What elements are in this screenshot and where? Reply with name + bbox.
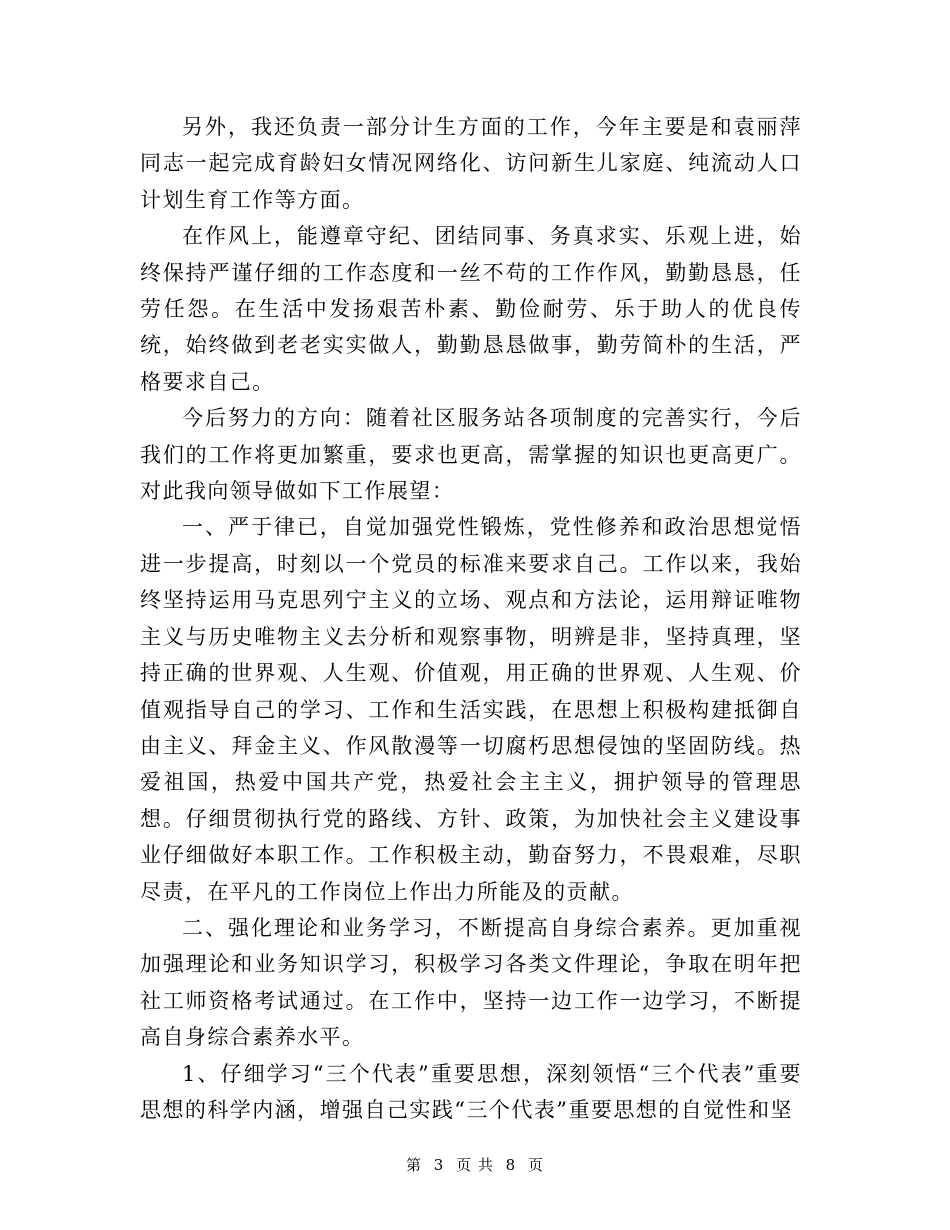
footer-page-number: 3 bbox=[433, 1156, 445, 1174]
footer-suffix: 页 bbox=[528, 1156, 545, 1174]
footer-total-pages: 8 bbox=[505, 1156, 517, 1174]
document-body bbox=[140, 109, 802, 1128]
footer-prefix: 第 bbox=[405, 1156, 422, 1174]
footer-middle: 页 共 bbox=[456, 1156, 494, 1174]
paragraph-work-style: 在作风上，能遵章守纪、团结同事、务真求实、乐观上进，始终保持严谨仔细的工作态度和一丝不苟的工作作风，勤勤恳恳，任劳任怨。在生活中发扬艰苦朴素、勤俭耐劳、乐于助人的优良传统，始终做到老老实实做人，勤勤恳恳做事，勤劳简朴的生活，严格要求自己。 bbox=[140, 224, 802, 394]
paragraph-family-planning: 另外，我还负责一部分计生方面的工作，今年主要是和袁丽萍同志一起完成育龄妇女情况网络化、访问新生儿家庭、纯流动人口计划生育工作等方面。 bbox=[140, 115, 802, 212]
page-footer bbox=[0, 1154, 950, 1175]
paragraph-item-one: 1、仔细学习“三个代表”重要思想，深刻领悟“三个代表”重要思想的科学内涵，增强自己实践“三个代表”重要思想的自觉性和坚 bbox=[140, 1061, 802, 1122]
paragraph-point-one: 一、严于律已，自觉加强党性锻炼，党性修养和政治思想觉悟进一步提高，时刻以一个党员的标准来要求自己。工作以来，我始终坚持运用马克思列宁主义的立场、观点和方法论，运用辩证唯物主义与历史唯物主义去分析和观察事物，明辨是非，坚持真理，坚持正确的世界观、人生观、价值观，用正确的世界观、人生观、价值观指导自己的学习、工作和生活实践，在思想上积极构建抵御自由主义、拜金主义、作风散漫等一切腐朽思想侵蚀的坚固防线。热爱祖国，热爱中国共产党，热爱社会主主义，拥护领导的管理思想。仔细贯彻执行党的路线、方针、政策，为加快社会主义建设事业仔细做好本职工作。工作积极主动，勤奋努力，不畏艰难，尽职尽责，在平凡的工作岗位上作出力所能及的贡献。 bbox=[140, 515, 802, 904]
paragraph-future-direction: 今后努力的方向：随着社区服务站各项制度的完善实行，今后我们的工作将更加繁重，要求也更高，需掌握的知识也更高更广。对此我向领导做如下工作展望： bbox=[140, 406, 802, 504]
paragraph-point-two: 二、强化理论和业务学习，不断提高自身综合素养。更加重视加强理论和业务知识学习，积极学习各类文件理论，争取在明年把社工师资格考试通过。在工作中，坚持一边工作一边学习，不断提高自身综合素养水平。 bbox=[140, 915, 802, 1050]
